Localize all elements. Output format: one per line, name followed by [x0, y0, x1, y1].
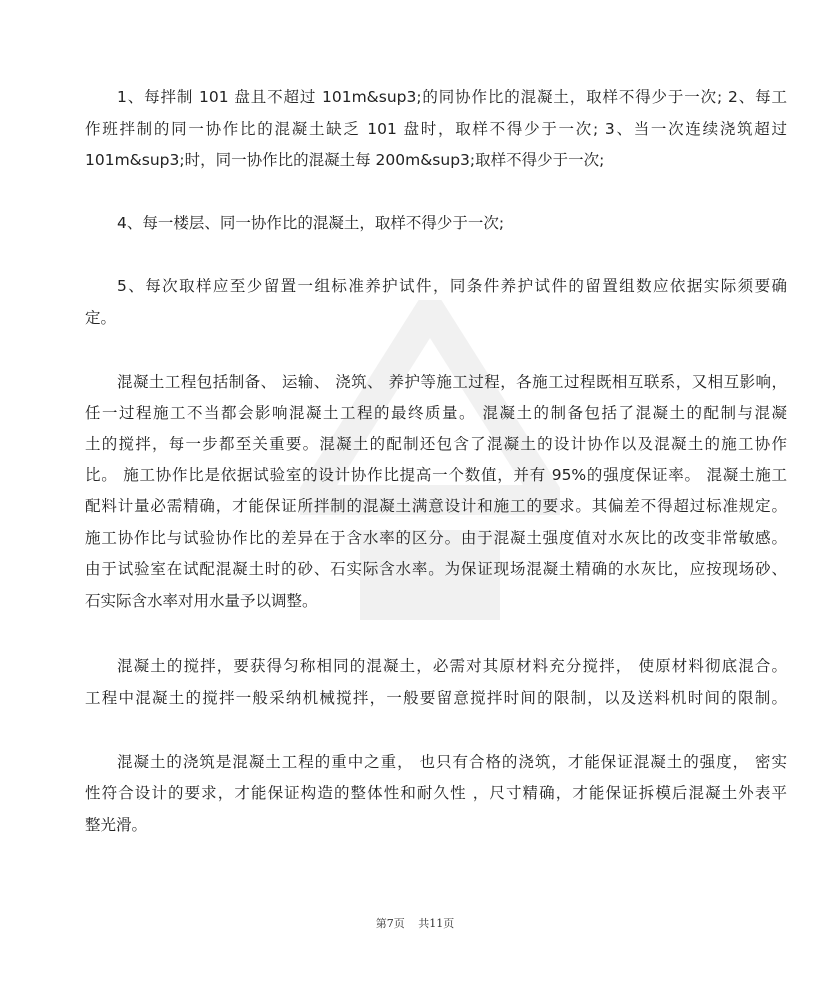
text-line: 1、每拌制 101 盘且不超过 101m&sup3;的同协作比的混凝土，取样不得少于一次; 2、每工 [117, 88, 787, 106]
text-line: 配料计量必需精确，才能保证所拌制的混凝土满意设计和施工的要求。其偏差不得超过标准规定。 [85, 497, 787, 515]
page-number: 第7页 [375, 917, 405, 930]
text-line: 石实际含水率对用水量予以调整。 [85, 592, 318, 610]
text-line: 4、每一楼层、同一协作比的混凝土，取样不得少于一次; [117, 214, 505, 232]
text-line: 101m&sup3;时，同一协作比的混凝土每 200m&sup3;取样不得少于一次; [85, 151, 605, 169]
text-line: 作班拌制的同一协作比的混凝土缺乏 101 盘时，取样不得少于一次; 3、当一次连续浇筑超过 [85, 120, 787, 138]
text-line: 比。 施工协作比是依据试验室的设计协作比提高一个数值，并有 95%的强度保证率。 混凝土施工 [85, 466, 787, 484]
text-line: 定。 [85, 309, 117, 327]
text-line: 5、每次取样应至少留置一组标准养护试件，同条件养护试件的留置组数应依据实际须要确 [117, 277, 787, 295]
text-line: 混凝土的浇筑是混凝土工程的重中之重， 也只有合格的浇筑，才能保证混凝土的强度， 密实 [117, 753, 787, 771]
text-line: 由于试验室在试配混凝土时的砂、石实际含水率。为保证现场混凝土精确的水灰比，应按现场砂、 [85, 560, 787, 578]
text-line: 性符合设计的要求，才能保证构造的整体性和耐久性 ，尺寸精确，才能保证拆模后混凝土外表平 [85, 784, 787, 802]
text-line: 土的搅拌，每一步都至关重要。混凝土的配制还包含了混凝土的设计协作以及混凝土的施工协作 [85, 435, 787, 453]
text-line: 工程中混凝土的搅拌一般采纳机械搅拌，一般要留意搅拌时间的限制，以及送料机时间的限制。 [85, 689, 787, 707]
page-footer [0, 915, 830, 931]
page-total: 共11页 [418, 917, 455, 930]
text-line: 任一过程施工不当都会影响混凝土工程的最终质量。 混凝土的制备包括了混凝土的配制与混凝 [85, 404, 787, 422]
text-line: 混凝土工程包括制备、 运输、 浇筑、 养护等施工过程，各施工过程既相互联系，又相互影响， [117, 373, 787, 391]
text-line: 混凝土的搅拌，要获得匀称相同的混凝土，必需对其原材料充分搅拌， 使原材料彻底混合。 [117, 657, 787, 675]
text-line: 整光滑。 [85, 816, 148, 834]
text-line: 施工协作比与试验协作比的差异在于含水率的区分。由于混凝土强度值对水灰比的改变非常敏感。 [85, 529, 787, 547]
